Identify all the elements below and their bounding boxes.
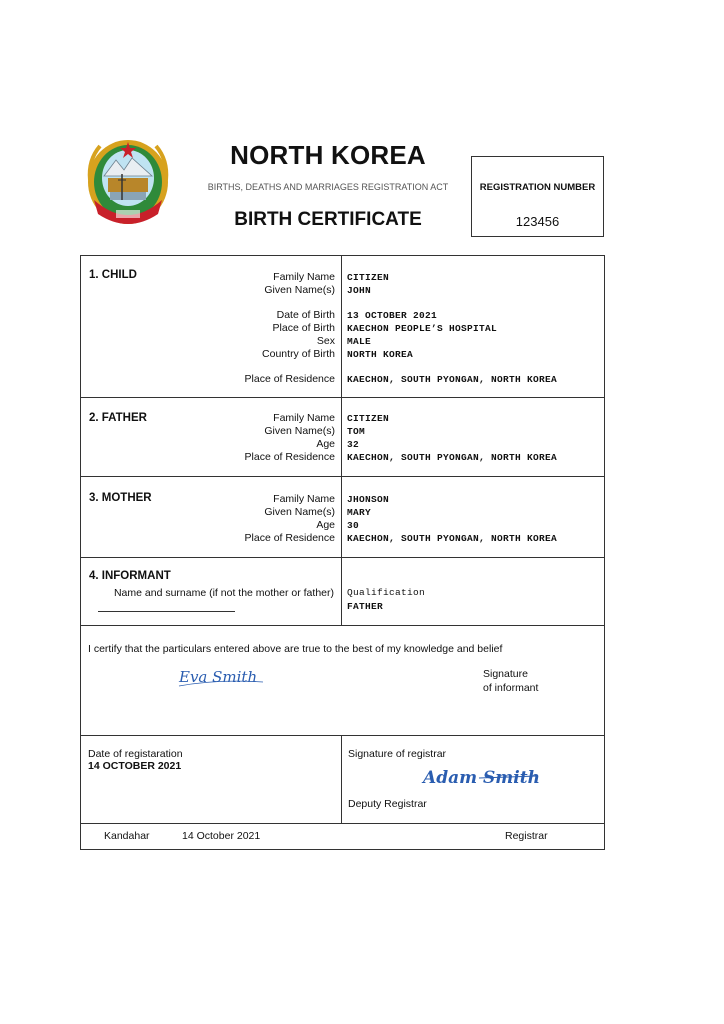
mother-given-names: MARY (347, 507, 372, 518)
mother-residence: KAECHON, SOUTH PYONGAN, NORTH KOREA (347, 533, 558, 544)
father-family-name: CITIZEN (347, 413, 390, 424)
north-korea-emblem-icon (80, 130, 176, 230)
child-country-label: Country of Birth (262, 348, 335, 360)
divider (81, 476, 604, 477)
child-pob-label: Place of Birth (272, 322, 335, 334)
country-title: NORTH KOREA (230, 140, 426, 170)
informant-name-line (98, 611, 235, 612)
informant-qualification-label: Qualification (347, 587, 426, 598)
child-country: NORTH KOREA (347, 349, 414, 360)
child-residence: KAECHON, SOUTH PYONGAN, NORTH KOREA (347, 374, 558, 385)
signature-label-line2: of informant (483, 682, 539, 694)
child-dob: 13 OCTOBER 2021 (347, 310, 438, 321)
signature-label-line1: Signature (483, 668, 528, 680)
divider (81, 397, 604, 398)
father-age: 32 (347, 439, 360, 450)
registrar-signature (419, 762, 539, 797)
father-given-names-label: Given Name(s) (264, 425, 335, 437)
registration-date: 14 OCTOBER 2021 (88, 760, 182, 772)
mother-family-name-label: Family Name (273, 493, 335, 505)
divider (81, 557, 604, 558)
father-age-label: Age (316, 438, 335, 450)
registration-number-box (471, 156, 604, 237)
mother-age: 30 (347, 520, 360, 531)
column-divider (341, 476, 342, 557)
footer-date: 14 October 2021 (182, 830, 261, 842)
registrar-signature-text: Adam Smith (423, 768, 539, 788)
divider (81, 625, 604, 626)
mother-residence-label: Place of Residence (244, 532, 335, 544)
divider (81, 735, 604, 736)
column-divider (341, 735, 342, 823)
section-mother-heading: 3. MOTHER (89, 492, 152, 504)
child-sex-label: Sex (316, 335, 335, 347)
informant-signature (177, 664, 267, 695)
child-family-name-label: Family Name (273, 271, 335, 283)
child-residence-label: Place of Residence (244, 373, 335, 385)
father-residence: KAECHON, SOUTH PYONGAN, NORTH KOREA (347, 452, 558, 463)
column-divider (341, 557, 342, 625)
informant-signature-text: Eva Smith (179, 668, 258, 686)
father-residence-label: Place of Residence (244, 451, 335, 463)
informant-name-label: Name and surname (if not the mother or father) (113, 587, 334, 599)
registrar-signature-label: Signature of registrar (348, 748, 447, 760)
registration-number-label: REGISTRATION NUMBER (479, 182, 596, 193)
certification-statement: I certify that the particulars entered above are true to the best of my knowledge and belief (88, 643, 503, 655)
footer-registrar: Registrar (505, 830, 548, 842)
section-child-heading: 1. CHILD (89, 269, 137, 281)
child-dob-label: Date of Birth (276, 309, 335, 321)
mother-given-names-label: Given Name(s) (264, 506, 335, 518)
father-given-names: TOM (347, 426, 366, 437)
registration-date-label: Date of registaration (88, 748, 183, 760)
section-father-heading: 2. FATHER (89, 412, 147, 424)
child-sex: MALE (347, 336, 372, 347)
column-divider (341, 397, 342, 476)
mother-age-label: Age (316, 519, 335, 531)
certificate-form (80, 255, 605, 850)
child-family-name: CITIZEN (347, 272, 390, 283)
deputy-registrar-label: Deputy Registrar (348, 798, 427, 810)
footer-place: Kandahar (104, 830, 150, 842)
column-divider (341, 256, 342, 397)
father-family-name-label: Family Name (273, 412, 335, 424)
child-given-names-label: Given Name(s) (264, 284, 335, 296)
child-given-names: JOHN (347, 285, 372, 296)
document-title: BIRTH CERTIFICATE (234, 209, 422, 230)
registration-act: BIRTHS, DEATHS AND MARRIAGES REGISTRATION ACT (207, 182, 449, 192)
divider (81, 823, 604, 824)
informant-qualification: FATHER (347, 601, 384, 612)
mother-family-name: JHONSON (347, 494, 390, 505)
section-informant-heading: 4. INFORMANT (89, 570, 171, 582)
child-pob: KAECHON PEOPLE’S HOSPITAL (347, 323, 498, 334)
registration-number-value: 123456 (515, 214, 560, 229)
